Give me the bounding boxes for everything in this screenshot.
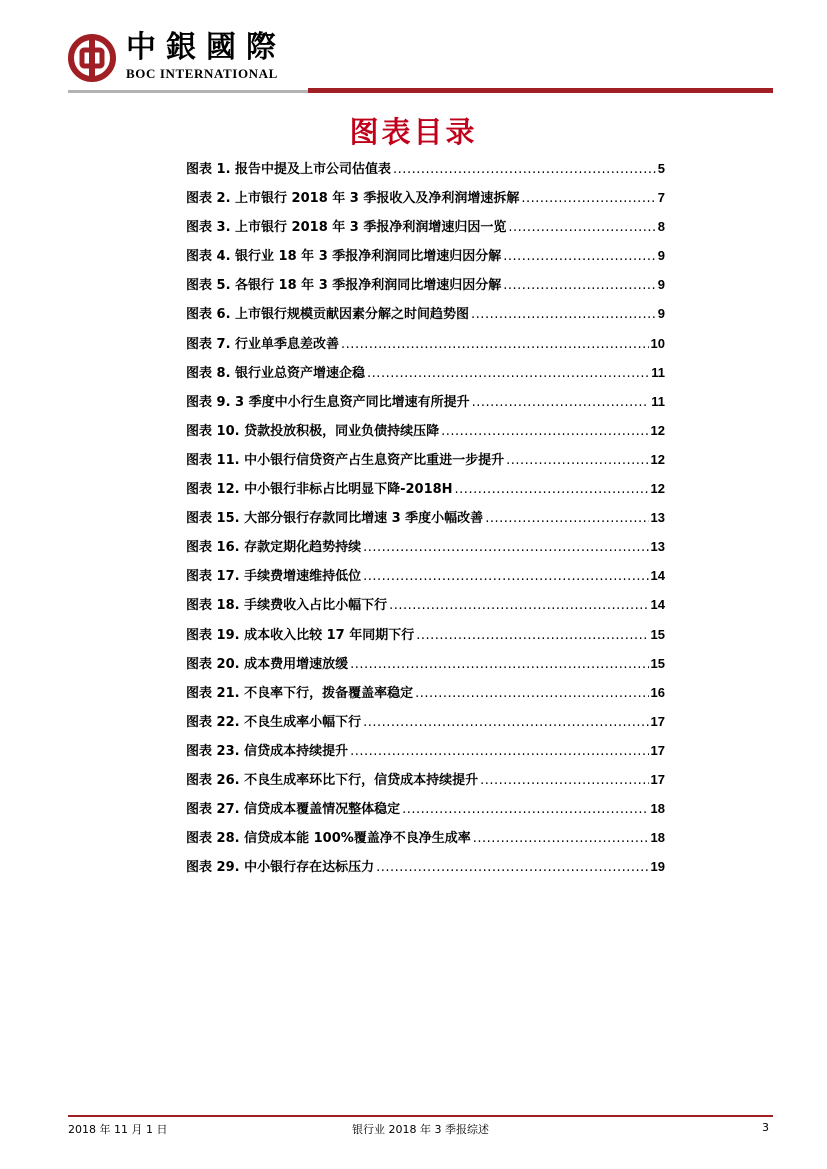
toc-entry[interactable] bbox=[186, 333, 665, 362]
toc-entry-page: 18 bbox=[650, 830, 665, 846]
toc-title: 图表目录 bbox=[349, 115, 478, 149]
toc-entry[interactable] bbox=[186, 827, 665, 856]
toc-entry-page: 16 bbox=[650, 684, 665, 700]
footer-report-title: 银行业 2018 年 3 季报综述 bbox=[352, 1123, 489, 1136]
toc-dot-leader bbox=[503, 278, 655, 293]
toc-entry[interactable] bbox=[186, 740, 665, 769]
toc-entry-page: 12 bbox=[650, 451, 665, 467]
toc-entry-label: 图表 2. 上市银行 2018 年 3 季报收入及净利润增速拆解 bbox=[186, 191, 520, 207]
toc-entry[interactable] bbox=[186, 245, 665, 274]
toc-entry-label: 图表 5. 各银行 18 年 3 季报净利润同比增速归因分解 bbox=[186, 278, 502, 294]
toc-dot-leader bbox=[455, 482, 649, 497]
toc-entry-page: 14 bbox=[650, 568, 665, 584]
toc-entry-label: 图表 17. 手续费增速维持低位 bbox=[186, 569, 362, 585]
toc-entry-page: 9 bbox=[657, 306, 665, 322]
toc-entry-page: 8 bbox=[657, 219, 665, 235]
toc-entry-label: 图表 3. 上市银行 2018 年 3 季报净利润增速归因一览 bbox=[186, 220, 507, 236]
toc-entry[interactable] bbox=[186, 420, 665, 449]
toc-entry[interactable] bbox=[186, 216, 665, 245]
toc-entry-label: 图表 29. 中小银行存在达标压力 bbox=[186, 860, 375, 876]
toc-entry-page: 17 bbox=[650, 742, 665, 758]
toc-entry-page: 15 bbox=[650, 655, 665, 671]
toc-entry-label: 图表 11. 中小银行信贷资产占生息资产比重进一步提升 bbox=[186, 452, 505, 468]
toc-entry-page: 13 bbox=[650, 539, 665, 555]
toc-entry[interactable] bbox=[186, 711, 665, 740]
toc-entry[interactable] bbox=[186, 187, 665, 216]
toc-entry[interactable] bbox=[186, 303, 665, 332]
toc-dot-leader bbox=[473, 831, 649, 846]
toc-entry-page: 17 bbox=[650, 713, 665, 729]
toc-dot-leader bbox=[367, 366, 649, 381]
toc-entry-label: 图表 22. 不良生成率小幅下行 bbox=[186, 714, 362, 730]
toc-entry-page: 5 bbox=[657, 161, 665, 176]
toc-entry-label: 图表 23. 信贷成本持续提升 bbox=[186, 743, 349, 759]
toc-entry-label: 图表 26. 不良生成率环比下行，信贷成本持续提升 bbox=[186, 772, 479, 788]
toc-entry-page: 13 bbox=[650, 510, 665, 526]
toc-entry[interactable] bbox=[186, 565, 665, 594]
footer-divider bbox=[68, 1115, 773, 1117]
toc-entry[interactable] bbox=[186, 682, 665, 711]
toc-entry-page: 12 bbox=[650, 481, 665, 497]
brand-name-english: BOC INTERNATIONAL bbox=[126, 66, 278, 81]
toc-entry-page: 19 bbox=[650, 859, 665, 875]
toc-entry-page: 11 bbox=[651, 393, 665, 409]
toc-dot-leader bbox=[441, 424, 648, 439]
toc-dot-leader bbox=[363, 569, 648, 584]
toc-dot-leader bbox=[389, 598, 648, 613]
toc-entry[interactable] bbox=[186, 391, 665, 420]
toc-entry[interactable] bbox=[186, 624, 665, 653]
toc-list bbox=[186, 158, 665, 885]
toc-dot-leader bbox=[508, 220, 655, 235]
toc-entry-label: 图表 6. 上市银行规模贡献因素分解之时间趋势图 bbox=[186, 307, 470, 323]
toc-entry-label: 图表 18. 手续费收入占比小幅下行 bbox=[186, 598, 388, 614]
toc-entry-page: 9 bbox=[657, 277, 665, 293]
toc-dot-leader bbox=[503, 249, 655, 264]
footer-page-number: 3 bbox=[762, 1121, 769, 1134]
toc-entry-label: 图表 19. 成本收入比较 17 年同期下行 bbox=[186, 627, 415, 643]
toc-entry-page: 9 bbox=[657, 248, 665, 264]
toc-entry-page: 18 bbox=[650, 801, 665, 817]
toc-entry-label: 图表 4. 银行业 18 年 3 季报净利润同比增速归因分解 bbox=[186, 249, 502, 265]
toc-entry-label: 图表 12. 中小银行非标占比明显下降-2018H bbox=[186, 482, 453, 498]
boc-logo-icon bbox=[68, 34, 116, 82]
toc-dot-leader bbox=[480, 773, 648, 788]
toc-entry[interactable] bbox=[186, 769, 665, 798]
toc-entry[interactable] bbox=[186, 507, 665, 536]
toc-entry-page: 10 bbox=[650, 335, 665, 351]
toc-entry-page: 17 bbox=[650, 771, 665, 787]
toc-dot-leader bbox=[363, 715, 648, 730]
toc-entry-page: 15 bbox=[650, 626, 665, 642]
toc-dot-leader bbox=[376, 860, 648, 875]
toc-entry-label: 图表 7. 行业单季息差改善 bbox=[186, 336, 340, 352]
toc-entry[interactable] bbox=[186, 653, 665, 682]
toc-entry-label: 图表 20. 成本费用增速放缓 bbox=[186, 656, 349, 672]
header-divider-red bbox=[308, 88, 773, 93]
toc-entry-label: 图表 16. 存款定期化趋势持续 bbox=[186, 540, 362, 556]
toc-entry-label: 图表 15. 大部分银行存款同比增速 3 季度小幅改善 bbox=[186, 511, 484, 527]
toc-entry-page: 12 bbox=[650, 422, 665, 438]
toc-dot-leader bbox=[393, 162, 656, 177]
toc-entry[interactable] bbox=[186, 536, 665, 565]
toc-dot-leader bbox=[341, 337, 648, 352]
footer-date: 2018 年 11 月 1 日 bbox=[68, 1123, 168, 1136]
toc-entry-page: 11 bbox=[651, 364, 665, 380]
toc-entry[interactable] bbox=[186, 274, 665, 303]
toc-entry[interactable] bbox=[186, 856, 665, 885]
page-footer bbox=[68, 1121, 773, 1139]
toc-dot-leader bbox=[350, 744, 648, 759]
toc-entry[interactable] bbox=[186, 362, 665, 391]
toc-dot-leader bbox=[471, 307, 656, 322]
toc-dot-leader bbox=[416, 628, 648, 643]
toc-entry-label: 图表 28. 信贷成本能 100%覆盖净不良净生成率 bbox=[186, 831, 471, 847]
toc-entry-page: 7 bbox=[657, 190, 665, 206]
toc-entry-page: 14 bbox=[650, 597, 665, 613]
toc-dot-leader bbox=[506, 453, 648, 468]
toc-entry[interactable] bbox=[186, 594, 665, 623]
toc-entry-label: 图表 9. 3 季度中小行生息资产同比增速有所提升 bbox=[186, 394, 470, 410]
toc-dot-leader bbox=[402, 802, 648, 817]
toc-entry-label: 图表 1. 报告中提及上市公司估值表 bbox=[186, 162, 392, 177]
toc-dot-leader bbox=[521, 191, 655, 206]
toc-dot-leader bbox=[485, 511, 648, 526]
toc-entry[interactable] bbox=[186, 798, 665, 827]
toc-dot-leader bbox=[363, 540, 648, 555]
toc-dot-leader bbox=[415, 686, 648, 701]
toc-entry[interactable] bbox=[186, 158, 665, 187]
toc-entry-label: 图表 10. 贷款投放积极，同业负债持续压降 bbox=[186, 423, 440, 439]
brand-name-chinese: 中銀國際 bbox=[126, 30, 286, 65]
toc-entry-label: 图表 27. 信贷成本覆盖情况整体稳定 bbox=[186, 802, 401, 818]
header-divider-grey bbox=[68, 90, 308, 93]
toc-entry[interactable] bbox=[186, 478, 665, 507]
toc-entry-label: 图表 21. 不良率下行，拨备覆盖率稳定 bbox=[186, 685, 414, 701]
toc-entry-label: 图表 8. 银行业总资产增速企稳 bbox=[186, 365, 366, 381]
page-header bbox=[68, 28, 773, 98]
toc-dot-leader bbox=[472, 395, 650, 410]
toc-entry[interactable] bbox=[186, 449, 665, 478]
toc-dot-leader bbox=[350, 657, 648, 672]
